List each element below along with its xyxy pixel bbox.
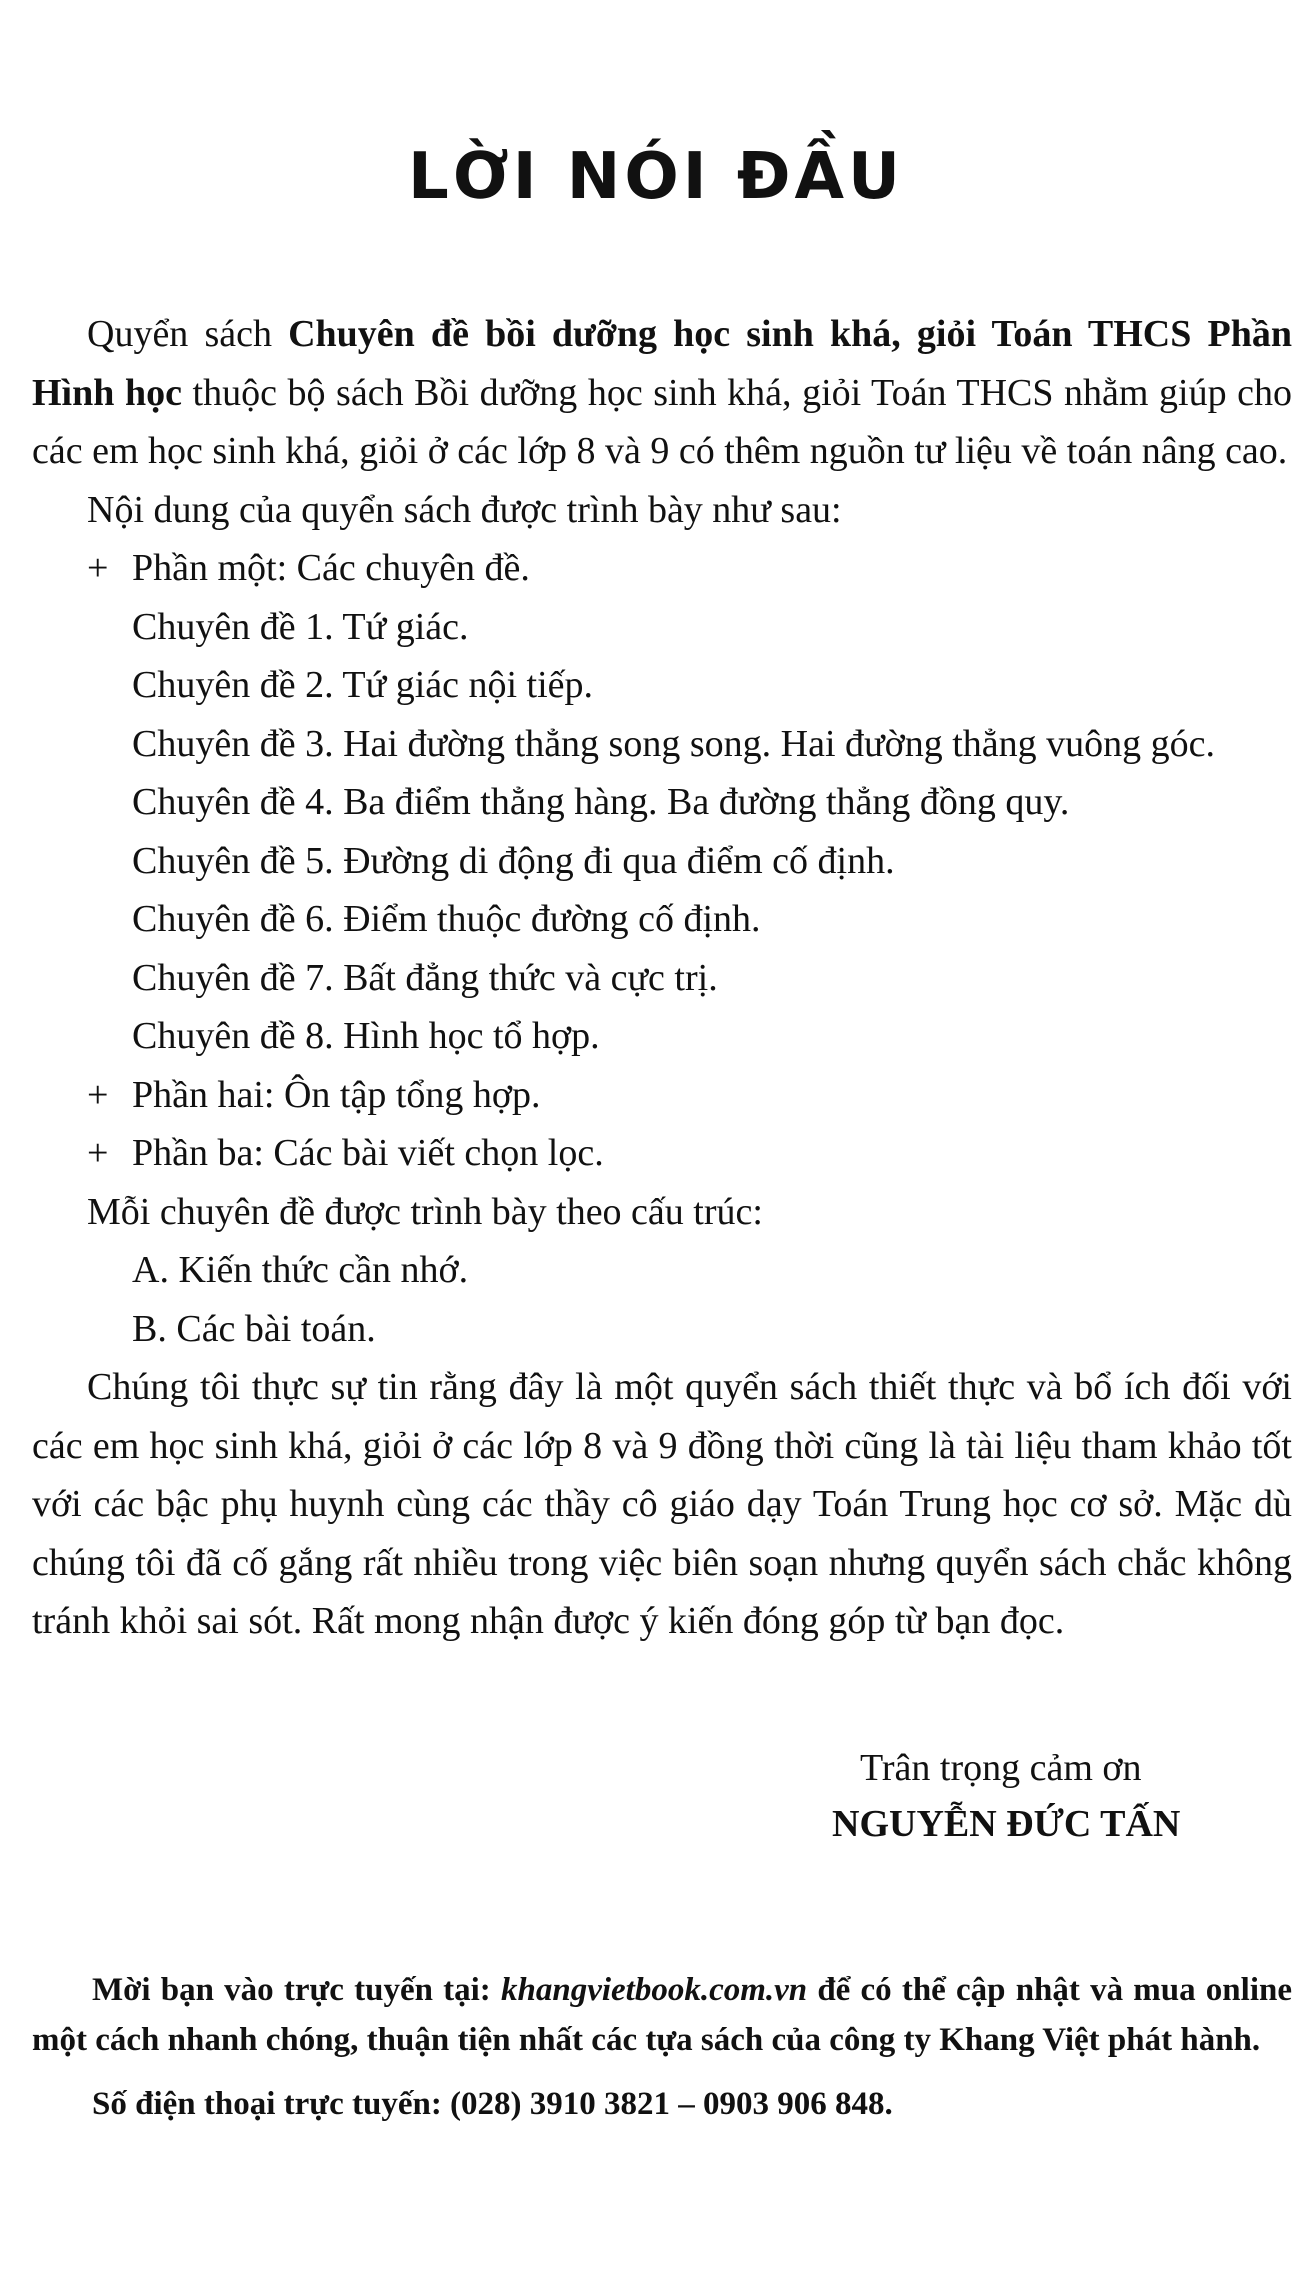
intro-text-start: Quyển sách <box>87 313 289 355</box>
part-three-label: Phần ba: Các bài viết chọn lọc. <box>132 1132 604 1174</box>
signature-block <box>832 1740 1181 1852</box>
footer-note <box>32 1965 1292 2129</box>
preface-body <box>32 305 1292 1651</box>
online-text-start: Mời bạn vào trực tuyến tại: <box>92 1972 501 2008</box>
part-three <box>32 1124 1292 1183</box>
part-one-label: Phần một: Các chuyên đề. <box>132 547 530 589</box>
thanks-text: Trân trọng cảm ơn <box>860 1747 1142 1789</box>
page-title: LỜI NÓI ĐẦU <box>408 140 904 214</box>
structure-item: B. Các bài toán. <box>132 1307 376 1350</box>
closing-paragraph: Chúng tôi thực sự tin rằng đây là một quyển sách thiết thực và bổ ích đối với các em học sinh khá, giỏi ở các lớp 8 và 9 đồng thời cũng là tài liệu tham khảo tốt với các bậc phụ huynh cùng các thầy cô giáo dạy Toán Trung học cơ sở. Mặc dù chúng tôi đã cố gắng rất nhiều trong việc biên soạn nhưng quyển sách chắc không tránh khỏi sai sót. Rất mong nhận được ý kiến đóng góp từ bạn đọc. <box>32 1366 1292 1642</box>
topic-item: Chuyên đề 6. Điểm thuộc đường cố định. <box>132 898 761 940</box>
intro-text-end: thuộc bộ sách Bồi dưỡng học sinh khá, giỏi Toán THCS nhằm giúp cho các em học sinh khá, giỏi ở các lớp 8 và 9 có thêm nguồn tư liệu về toán nâng cao. <box>32 371 1293 472</box>
topic-item: Chuyên đề 7. Bất đẳng thức và cực trị. <box>132 956 718 999</box>
online-note <box>32 1965 1292 2065</box>
topic-item: Chuyên đề 3. Hai đường thẳng song song. Hai đường thẳng vuông góc. <box>132 722 1215 765</box>
structure-heading: Mỗi chuyên đề được trình bày theo cấu trúc: <box>87 1190 763 1233</box>
content-heading: Nội dung của quyển sách được trình bày như sau: <box>87 488 842 531</box>
book-title: Chuyên đề bồi dưỡng học sinh khá, giỏi Toán THCS Phần Hình học <box>32 313 1292 414</box>
topic-item: Chuyên đề 2. Tứ giác nội tiếp. <box>132 664 594 706</box>
topic-item: Chuyên đề 4. Ba điểm thẳng hàng. Ba đường thẳng đồng quy. <box>132 781 1070 823</box>
online-text-end: để có thể cập nhật và mua online một cách nhanh chóng, thuận tiện nhất các tựa sách của công ty Khang Việt phát hành. <box>32 1972 1292 2058</box>
website-link[interactable]: khangvietbook.com.vn <box>500 1972 808 2008</box>
part-two-label: Phần hai: Ôn tập tổng hợp. <box>132 1073 541 1116</box>
plus-marker: + <box>87 1073 109 1116</box>
part-two <box>32 1066 1292 1125</box>
phone-line: Số điện thoại trực tuyến: (028) 3910 3821 – 0903 906 848. <box>92 2086 893 2122</box>
structure-item: A. Kiến thức cần nhớ. <box>132 1249 469 1291</box>
plus-marker: + <box>87 1132 109 1174</box>
topic-item: Chuyên đề 5. Đường di động đi qua điểm cố định. <box>132 839 895 882</box>
topic-item: Chuyên đề 1. Tứ giác. <box>132 605 469 648</box>
plus-marker: + <box>87 547 109 589</box>
intro-paragraph <box>32 305 1292 481</box>
author-name: NGUYỄN ĐỨC TẤN <box>832 1803 1181 1845</box>
part-one <box>32 539 1292 598</box>
topic-item: Chuyên đề 8. Hình học tổ hợp. <box>132 1015 600 1057</box>
